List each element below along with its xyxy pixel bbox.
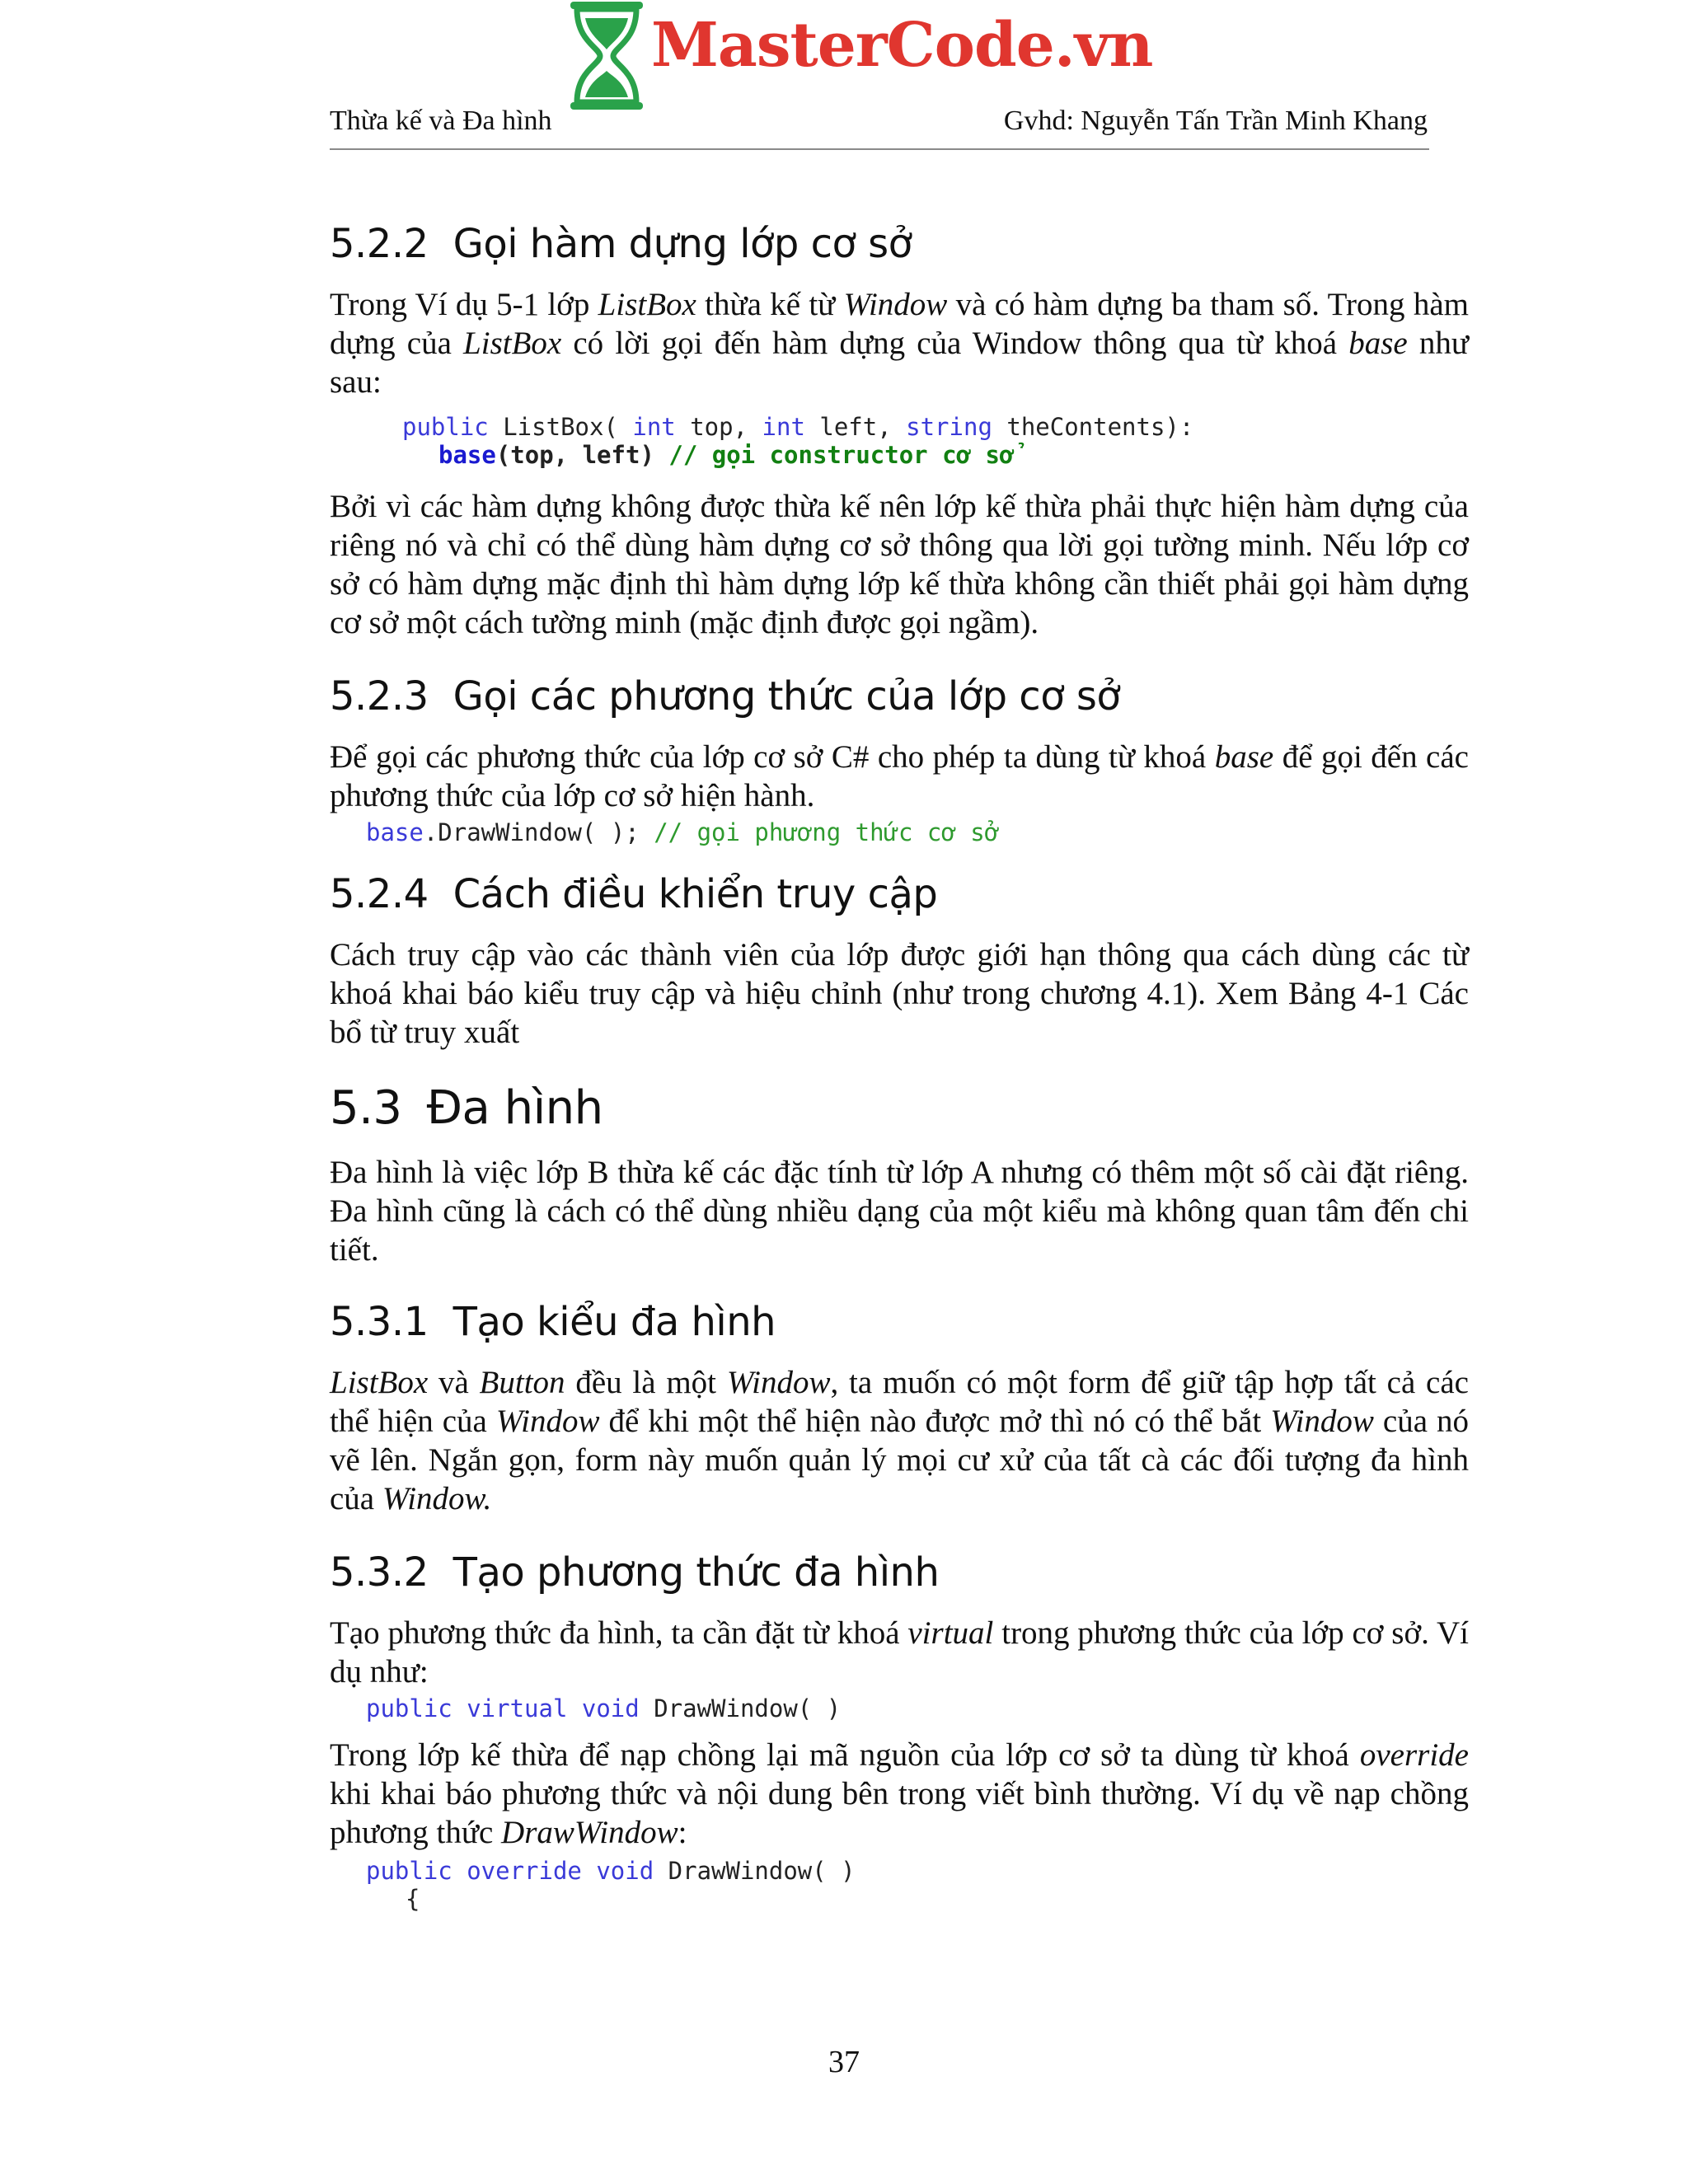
- code-line: [402, 413, 1469, 441]
- code-text: left,: [804, 413, 907, 441]
- text-run: đều là một: [565, 1365, 727, 1400]
- italic-term: ListBox: [463, 326, 562, 361]
- code-keyword: base: [366, 818, 424, 846]
- italic-term: ListBox: [330, 1365, 429, 1400]
- code-keyword: int: [762, 413, 805, 441]
- section-heading-5-3-1: [330, 1299, 1469, 1345]
- code-text: DrawWindow( ): [639, 1694, 842, 1722]
- section-title: Gọi hàm dựng lớp cơ sở: [452, 221, 912, 267]
- text-run: khi khai báo phương thức và nội dung bên trong viết bình thường. Ví dụ về nạp chồng phương thức: [330, 1776, 1469, 1850]
- italic-term: Window: [1270, 1404, 1374, 1439]
- italic-term: base: [1214, 739, 1274, 775]
- header-instructor: Gvhd: Nguyễn Tấn Trần Minh Khang: [1003, 105, 1428, 136]
- paragraph: Cách truy cập vào các thành viên của lớp được giới hạn thông qua cách dùng các từ khoá khai báo kiểu truy cập và hiệu chỉnh (như trong chương 4.1). Xem Bảng 4-1 Các bổ từ truy xuất: [330, 937, 1469, 1050]
- italic-term: ListBox: [598, 287, 696, 322]
- code-block: [402, 413, 1469, 469]
- text-run: để gọi đến các phương thức của lớp cơ sở hiện hành.: [330, 739, 1469, 813]
- text-run: , ta muốn có một form để giữ tập hợp tất cả các thể hiện của: [330, 1365, 1469, 1439]
- paragraph: Bởi vì các hàm dựng không được thừa kế nên lớp kế thừa phải thực hiện hàm dựng của riêng nó và chỉ có thể dùng hàm dựng cơ sở thông qua lời gọi tường minh. Nếu lớp cơ sở có hàm dựng mặc định thì hàm dựng lớp kế thừa không cần thiết phải gọi hàm dựng cơ sở một cách tường minh (mặc định được gọi ngầm).: [330, 489, 1469, 640]
- section-heading-5-2-4: [330, 871, 1469, 917]
- paragraph: [330, 1736, 1469, 1852]
- section-title: Gọi các phương thức của lớp cơ sở: [452, 673, 1121, 719]
- section-heading-5-3: [330, 1081, 1469, 1135]
- section-number: 5.2.3: [330, 673, 429, 719]
- paragraph: Đa hình là việc lớp B thừa kế các đặc tính từ lớp A nhưng có thêm một số cài đặt riêng. Đa hình cũng là cách có thể dùng nhiều dạng của một kiểu mà không quan tâm đến chi tiết.: [330, 1155, 1469, 1268]
- code-block: [366, 1694, 1469, 1722]
- text-run: trong phương thức của lớp cơ sở. Ví dụ như:: [330, 1615, 1469, 1690]
- italic-term: Window: [726, 1365, 831, 1400]
- text-run: và: [428, 1365, 480, 1400]
- hourglass-icon: [565, 0, 648, 112]
- italic-term: override: [1359, 1737, 1469, 1773]
- code-text: (top, left): [495, 441, 669, 469]
- italic-term: Button: [479, 1365, 565, 1400]
- header-chapter-title: Thừa kế và Đa hình: [330, 105, 552, 136]
- logo-text: MasterCode.vn: [651, 10, 1153, 81]
- text-run: Trong lớp kế thừa để nạp chồng lại mã nguồn của lớp cơ sở ta dùng từ khoá: [330, 1737, 1360, 1773]
- italic-term: Window.: [382, 1481, 492, 1516]
- text-run: như sau:: [330, 326, 1469, 400]
- italic-term: Window: [843, 287, 948, 322]
- section-number: 5.3.2: [330, 1549, 429, 1596]
- text-run: của nó vẽ lên. Ngắn gọn, form này muốn quản lý mọi cư xử của tất cà các đối tượng đa hình của: [330, 1404, 1469, 1516]
- section-number: 5.3: [330, 1081, 402, 1135]
- code-text: top,: [675, 413, 762, 441]
- code-text: DrawWindow( ): [654, 1857, 856, 1885]
- page-number: 37: [828, 2045, 860, 2079]
- text-run: Để gọi các phương thức của lớp cơ sở C# cho phép ta dùng từ khoá: [330, 739, 1215, 775]
- code-keyword: public virtual void: [366, 1694, 640, 1722]
- section-heading-5-2-3: [330, 673, 1469, 719]
- text-run: Tạo phương thức đa hình, ta cần đặt từ khoá: [330, 1615, 908, 1651]
- code-comment: // gọi constructor cơ sở: [668, 441, 1015, 469]
- italic-term: base: [1348, 326, 1408, 361]
- text-run: thừa kế từ: [696, 287, 844, 322]
- code-line: [366, 1857, 1469, 1885]
- header-divider: [330, 148, 1429, 150]
- text-run: có lời gọi đến hàm dựng của Window thông qua từ khoá: [561, 326, 1349, 361]
- paragraph: [330, 738, 1469, 815]
- section-title: Tạo phương thức đa hình: [452, 1549, 940, 1596]
- section-number: 5.2.2: [330, 221, 429, 267]
- mastercode-logo: [565, 0, 1153, 115]
- code-comment: // gọi phương thức cơ sở: [654, 818, 1000, 846]
- italic-term: virtual: [907, 1615, 994, 1651]
- text-run: :: [678, 1815, 687, 1850]
- italic-term: DrawWindow: [501, 1815, 678, 1850]
- section-heading-5-3-2: [330, 1549, 1469, 1596]
- paragraph: [330, 285, 1469, 401]
- text-run: Trong Ví dụ 5-1 lớp: [330, 287, 598, 322]
- section-title: Tạo kiểu đa hình: [452, 1299, 776, 1345]
- code-line: {: [406, 1885, 420, 1913]
- code-block: [366, 1857, 1469, 1913]
- code-line: [402, 441, 1469, 469]
- page-content: [330, 221, 1469, 1931]
- code-keyword: base: [438, 441, 496, 469]
- section-title: Đa hình: [426, 1081, 603, 1135]
- code-text: .DrawWindow( );: [423, 818, 654, 846]
- section-number: 5.3.1: [330, 1299, 429, 1345]
- code-keyword: public: [402, 413, 489, 441]
- section-heading-5-2-2: [330, 221, 1469, 267]
- paragraph: [330, 1363, 1469, 1518]
- code-text: theContents):: [992, 413, 1194, 441]
- code-keyword: string: [906, 413, 992, 441]
- italic-term: Window: [495, 1404, 600, 1439]
- paragraph: [330, 1614, 1469, 1691]
- code-block: [366, 818, 1469, 846]
- code-keyword: int: [632, 413, 676, 441]
- section-title: Cách điều khiển truy cập: [452, 871, 938, 917]
- text-run: và có hàm dựng ba tham số. Trong hàm dựng của: [330, 287, 1469, 361]
- text-run: để khi một thể hiện nào được mở thì nó có thể bắt: [599, 1404, 1271, 1439]
- code-keyword: public override void: [366, 1857, 654, 1885]
- code-text: ListBox(: [488, 413, 633, 441]
- section-number: 5.2.4: [330, 871, 429, 917]
